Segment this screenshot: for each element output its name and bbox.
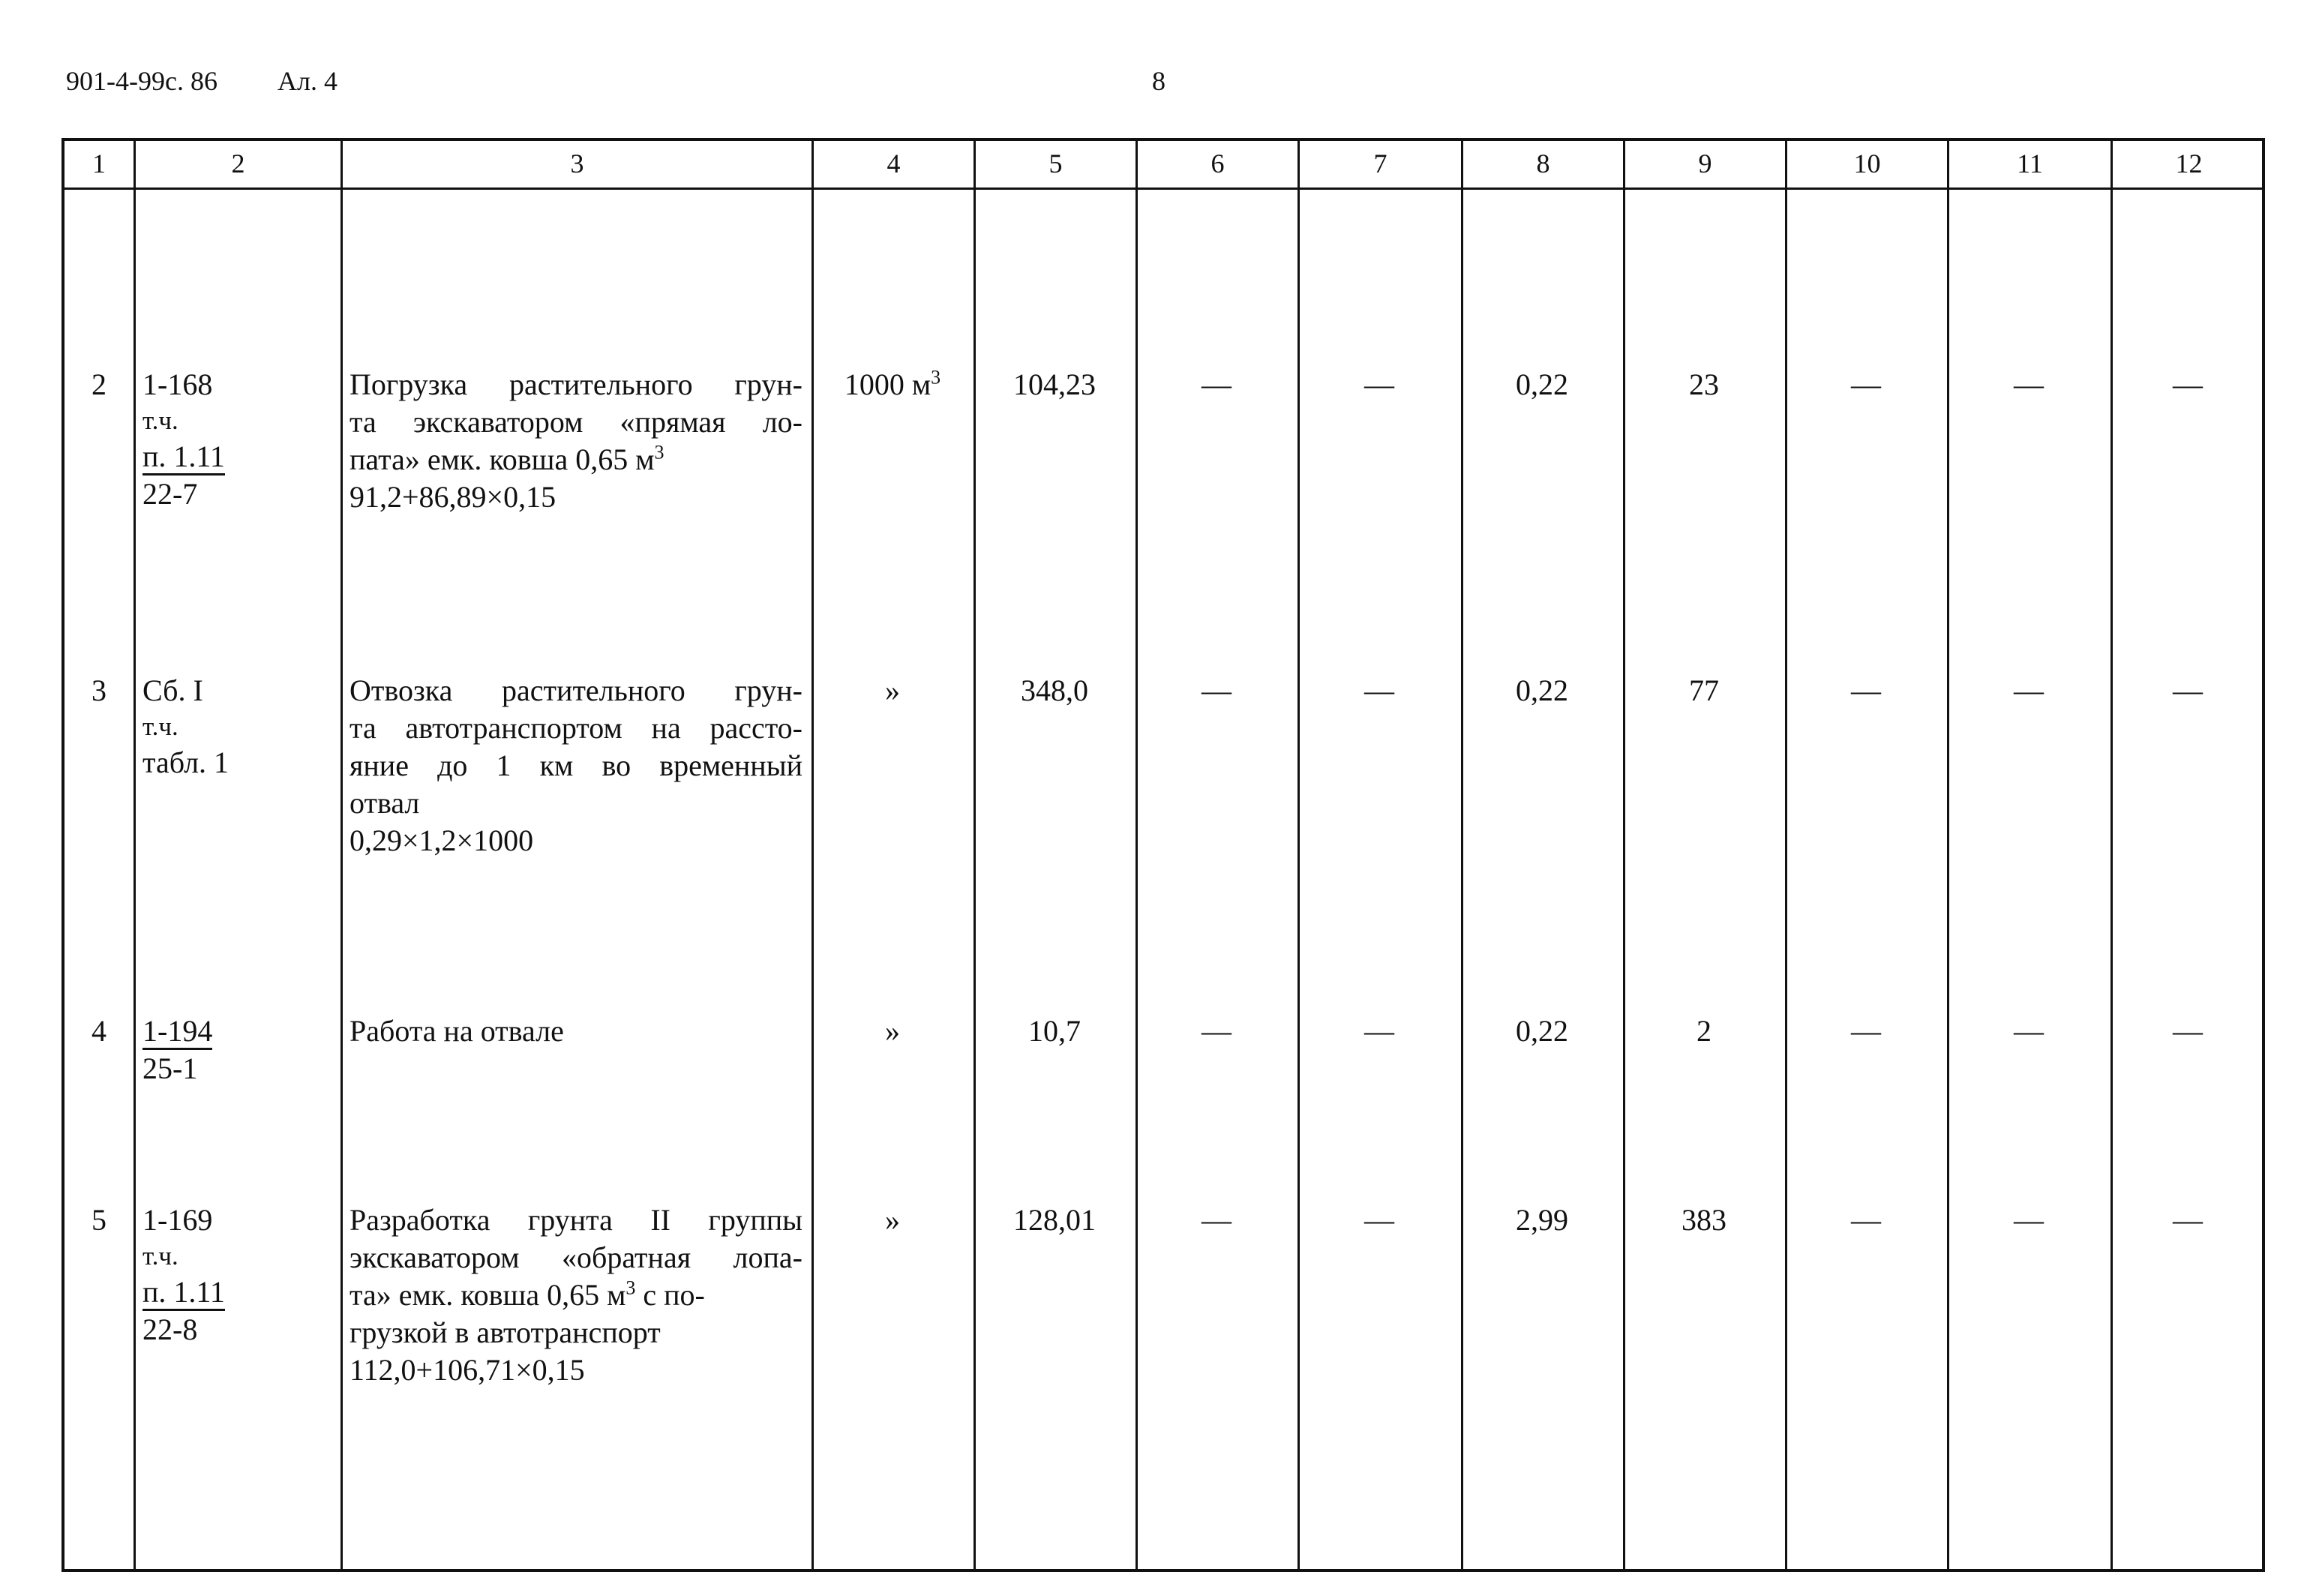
work-description	[350, 672, 802, 860]
col-12-value: —	[2173, 674, 2203, 707]
norm-reference	[142, 1012, 338, 1088]
quantity: 10,7	[1028, 1014, 1081, 1048]
col-6-value: —	[1202, 1014, 1232, 1048]
column-number-9: 9	[1698, 148, 1712, 178]
column-number-11: 11	[2017, 148, 2043, 178]
col-divider	[1461, 141, 1463, 1569]
column-number-10: 10	[1853, 148, 1881, 178]
col-7-value: —	[1364, 368, 1394, 401]
norm-reference	[142, 672, 338, 782]
column-number-1: 1	[92, 148, 106, 178]
row-number: 4	[92, 1014, 106, 1048]
ref-note: т.ч.	[142, 406, 178, 435]
col-12-value: —	[2173, 1203, 2203, 1237]
col-8-value: 0,22	[1516, 368, 1568, 401]
desc-line: отвал	[350, 786, 420, 820]
desc-line: Отвозка растительного грун-	[350, 674, 802, 707]
col-9-value: 383	[1682, 1203, 1726, 1237]
ref-note: т.ч.	[142, 1241, 178, 1270]
col-divider	[1298, 141, 1300, 1569]
desc-line: та экскаватором «прямая ло-	[350, 405, 802, 439]
col-8-value: 0,22	[1516, 674, 1568, 707]
ref-sub: 22-7	[142, 477, 198, 511]
desc-line: 112,0+106,71×0,15	[350, 1353, 585, 1387]
col-11-value: —	[2014, 1014, 2044, 1048]
header-row-divider	[64, 188, 2262, 190]
norm-reference	[142, 366, 338, 513]
ref-code: 1-168	[142, 368, 213, 401]
col-6-value: —	[1202, 674, 1232, 707]
col-9-value: 2	[1696, 1014, 1712, 1048]
col-9-value: 23	[1689, 368, 1719, 401]
work-description	[350, 366, 802, 516]
desc-line: Погрузка растительного грун-	[350, 368, 802, 401]
col-11-value: —	[2014, 1203, 2044, 1237]
column-number-12: 12	[2175, 148, 2203, 178]
col-12-value: —	[2173, 368, 2203, 401]
quantity: 128,01	[1013, 1203, 1096, 1237]
col-6-value: —	[1202, 368, 1232, 401]
ref-note: т.ч.	[142, 712, 178, 741]
ref-code: Сб. I	[142, 674, 203, 707]
col-9-value: 77	[1689, 674, 1719, 707]
norm-reference	[142, 1202, 338, 1348]
col-8-value: 0,22	[1516, 1014, 1568, 1048]
row-number: 5	[92, 1203, 106, 1237]
row-number: 3	[92, 674, 106, 707]
col-11-value: —	[2014, 674, 2044, 707]
col-divider	[1623, 141, 1625, 1569]
column-number-2: 2	[231, 148, 245, 178]
column-number-4: 4	[886, 148, 901, 178]
ref-clause: п. 1.11	[142, 1276, 225, 1311]
col-divider	[974, 141, 976, 1569]
work-description	[350, 1202, 802, 1389]
desc-line: 0,29×1,2×1000	[350, 824, 534, 857]
col-divider	[812, 141, 814, 1569]
col-6-value: —	[1202, 1203, 1232, 1237]
desc-line: 91,2+86,89×0,15	[350, 480, 556, 514]
col-10-value: —	[1851, 1014, 1881, 1048]
ref-clause: п. 1.11	[142, 440, 225, 476]
col-divider	[1947, 141, 1949, 1569]
col-12-value: —	[2173, 1014, 2203, 1048]
document-code: 901-4-99с. 86	[66, 66, 218, 96]
col-10-value: —	[1851, 674, 1881, 707]
ref-code: 1-194	[142, 1015, 212, 1050]
superscript: 3	[626, 1276, 636, 1299]
column-number-6: 6	[1210, 148, 1225, 178]
column-number-5: 5	[1048, 148, 1063, 178]
column-number-7: 7	[1373, 148, 1388, 178]
col-7-value: —	[1364, 1203, 1394, 1237]
superscript: 3	[654, 441, 664, 464]
desc-line: яние до 1 км во временный	[350, 748, 802, 782]
unit: »	[885, 1203, 900, 1237]
ref-sub: 22-8	[142, 1312, 198, 1346]
desc-line-tail: с по-	[635, 1278, 705, 1312]
col-7-value: —	[1364, 1014, 1394, 1048]
quantity: 104,23	[1013, 368, 1096, 401]
desc-line: та» емк. ковша 0,65 м	[350, 1278, 626, 1312]
ref-sub: 25-1	[142, 1052, 198, 1085]
unit: 1000 $м^3$	[844, 366, 941, 401]
unit: »	[885, 1014, 900, 1048]
desc-line: экскаватором «обратная лопа-	[350, 1240, 802, 1274]
desc-line: Разработка грунта II группы	[350, 1203, 802, 1237]
estimate-table	[62, 138, 2265, 1572]
col-divider	[2110, 141, 2113, 1569]
row-number: 2	[92, 368, 106, 401]
sheet-label: Ал. 4	[278, 66, 338, 96]
col-divider	[340, 141, 343, 1569]
column-number-3: 3	[570, 148, 584, 178]
ref-code: 1-169	[142, 1203, 213, 1237]
col-10-value: —	[1851, 368, 1881, 401]
quantity: 348,0	[1021, 674, 1088, 707]
desc-line: Работа на отвале	[350, 1014, 564, 1048]
col-10-value: —	[1851, 1203, 1881, 1237]
col-divider	[1785, 141, 1787, 1569]
ref-table: табл. 1	[142, 746, 230, 779]
col-7-value: —	[1364, 674, 1394, 707]
col-divider	[134, 141, 136, 1569]
desc-line: пата» емк. ковша 0,65 м	[350, 442, 655, 476]
col-divider	[1136, 141, 1138, 1569]
col-11-value: —	[2014, 368, 2044, 401]
column-number-8: 8	[1536, 148, 1550, 178]
desc-line: та автотранспортом на рассто-	[350, 711, 802, 745]
desc-line: грузкой в автотранспорт	[350, 1316, 661, 1349]
unit: »	[885, 674, 900, 707]
work-description	[350, 1012, 802, 1050]
col-8-value: 2,99	[1516, 1203, 1568, 1237]
page-number: 8	[1152, 66, 1166, 96]
